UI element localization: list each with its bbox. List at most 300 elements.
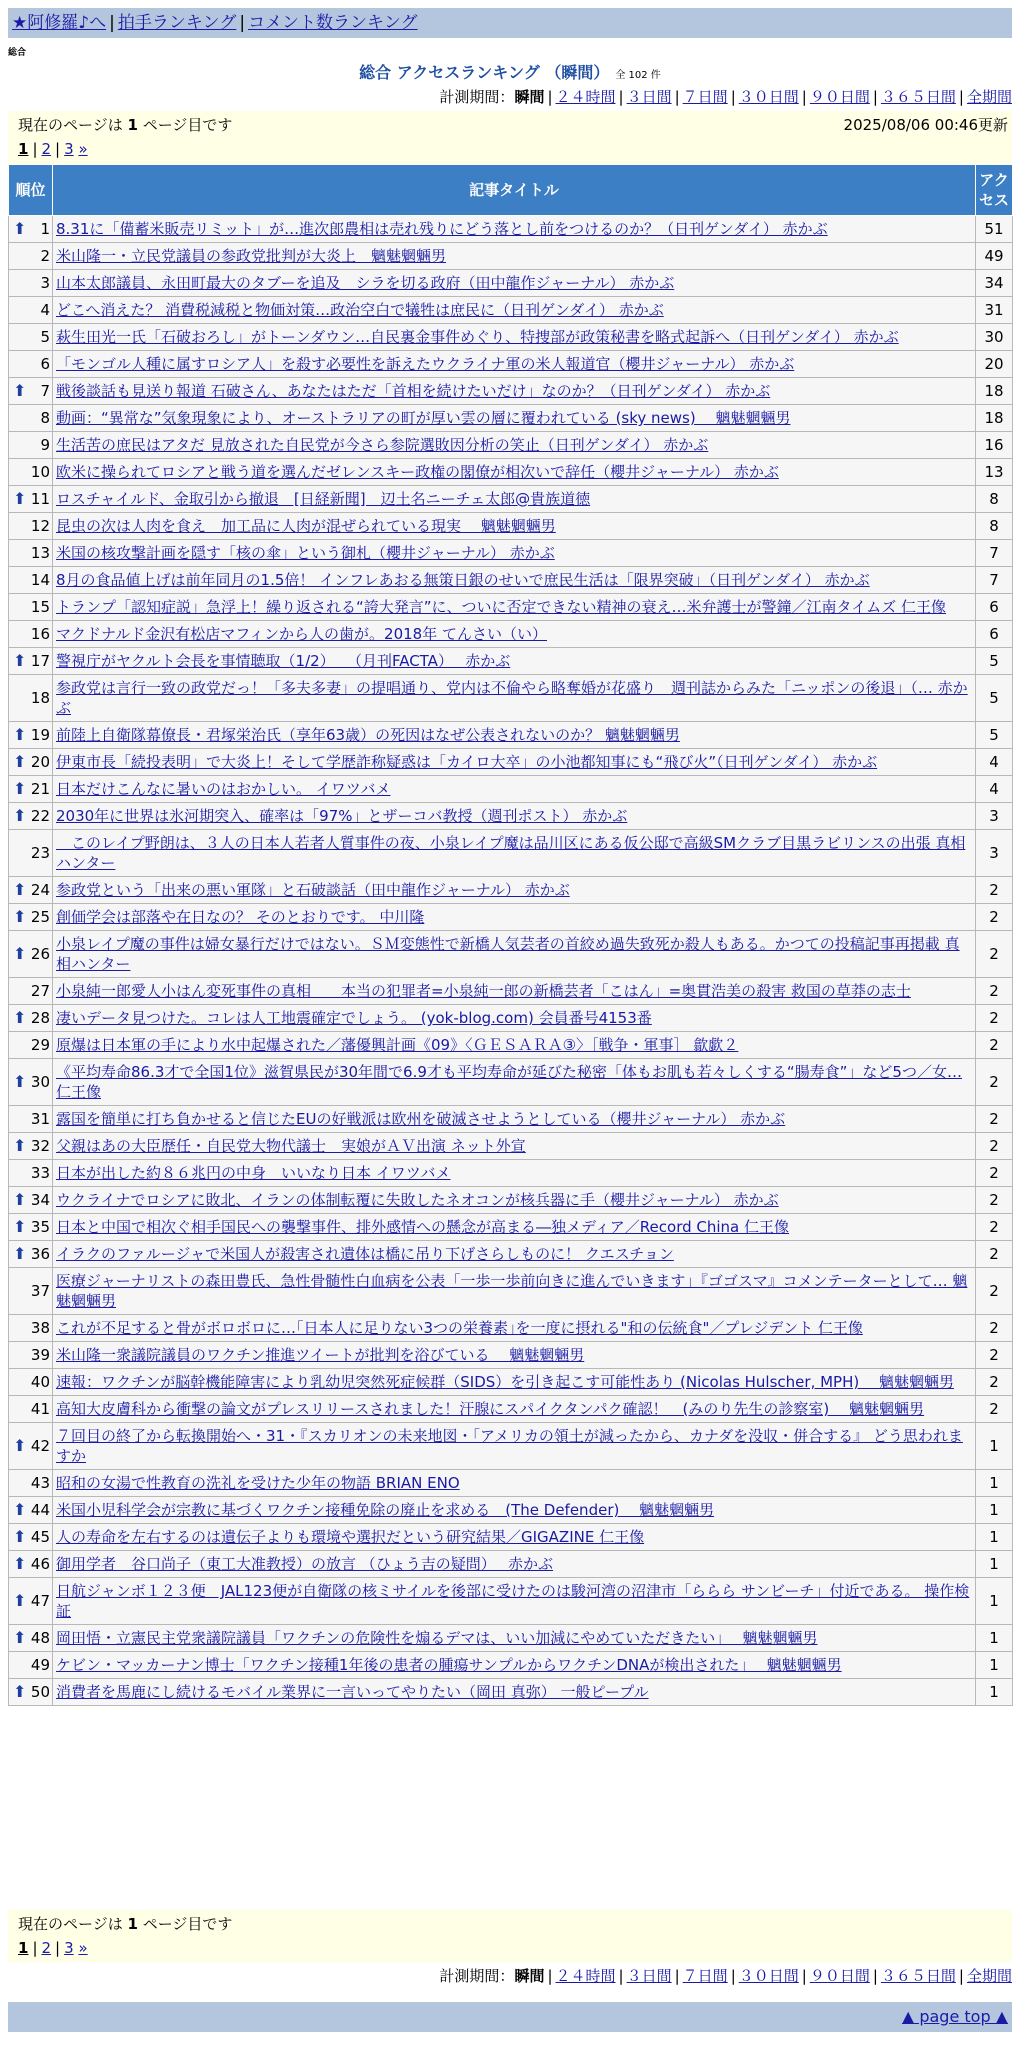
rank-number: 11 [30, 490, 50, 508]
article-link[interactable]: 日本が出した約８６兆円の中身 いいなり日本 イワツバメ [56, 1164, 451, 1182]
title-cell [53, 931, 976, 978]
article-link[interactable]: 医療ジャーナリストの森田豊氏、急性骨髄性白血病を公表「一歩一歩前向きに進んでいきます」『ゴゴスマ』コメンテーターとして… 魑魅魍魎男 [56, 1272, 968, 1310]
table-row [9, 432, 1013, 459]
period-link[interactable]: ２４時間 [555, 88, 616, 106]
access-count: 3 [976, 830, 1013, 877]
title-cell [53, 1059, 976, 1106]
table-row [9, 877, 1013, 904]
title-cell [53, 1133, 976, 1160]
title-cell [53, 1679, 976, 1706]
article-link[interactable]: 日航ジャンボ１２３便 JAL123便が自衛隊の核ミサイルを後部に受けたのは駿河湾の沼津市「ららら サンビーチ」付近である。 操作検証 [56, 1582, 970, 1620]
access-count: 2 [976, 1342, 1013, 1369]
article-link[interactable]: 萩生田光一氏「石破おろし」がトーンダウン…自民裏金事件めぐり、特捜部が政策秘書を略式起訴へ（日刊ゲンダイ） 赤かぶ [56, 328, 899, 346]
article-link[interactable]: 小泉レイプ魔の事件は婦女暴行だけではない。ＳＭ変態性で新橋人気芸者の首絞め過失致死か殺人もある。かつての投稿記事再掲載 真相ハンター [56, 935, 960, 973]
table-row [9, 648, 1013, 675]
rank-cell [9, 486, 53, 513]
rank-number: 32 [30, 1137, 50, 1155]
table-row [9, 1396, 1013, 1423]
rank-up-arrow-icon: ⬆ [13, 1190, 27, 1209]
rank-number: 40 [30, 1373, 50, 1391]
table-row [9, 594, 1013, 621]
rank-cell [9, 1497, 53, 1524]
table-row [9, 270, 1013, 297]
rank-number: 13 [30, 544, 50, 562]
article-link[interactable]: 御用学者 谷口尚子（東工大准教授）の放言 （ひょう吉の疑問） 赤かぶ [56, 1555, 554, 1573]
table-row [9, 675, 1013, 722]
table-header-row [9, 165, 1013, 216]
rank-column-header: 順位 [9, 165, 53, 216]
title-cell [53, 243, 976, 270]
rank-cell [9, 675, 53, 722]
rank-up-arrow-icon: ⬆ [13, 1628, 27, 1647]
rank-number: 31 [30, 1110, 50, 1128]
table-row [9, 722, 1013, 749]
pagination-separator: | [32, 1939, 38, 1957]
rank-cell [9, 722, 53, 749]
current-page-number: 1 [127, 116, 138, 134]
table-row [9, 567, 1013, 594]
article-link[interactable]: 創価学会は部落や在日なの？ そのとおりです。 中川隆 [56, 908, 425, 926]
article-link[interactable]: 動画：“異常な”気象現象により、オーストラリアの町が厚い雲の層に覆われている (sky news) 魑魅魍魎男 [56, 409, 791, 427]
rank-cell [9, 621, 53, 648]
title-cell [53, 1005, 976, 1032]
rank-number: 48 [30, 1629, 50, 1647]
article-link[interactable]: ウクライナでロシアに敗北、イランの体制転覆に失敗したネオコンが核兵器に手（櫻井ジャーナル） 赤かぶ [56, 1191, 779, 1209]
access-count: 2 [976, 1396, 1013, 1423]
access-count: 5 [976, 675, 1013, 722]
rank-cell [9, 1160, 53, 1187]
article-link[interactable]: トランプ「認知症説」急浮上！繰り返される“誇大発言”に、ついに否定できない精神の衰え…米弁護士が警鐘／江南タイムズ 仁王像 [56, 598, 947, 616]
access-count: 16 [976, 432, 1013, 459]
access-count: 4 [976, 776, 1013, 803]
access-count: 1 [976, 1470, 1013, 1497]
rank-cell [9, 931, 53, 978]
title-cell [53, 486, 976, 513]
rank-number: 17 [30, 652, 50, 670]
title-cell [53, 1187, 976, 1214]
access-count: 6 [976, 621, 1013, 648]
access-count: 2 [976, 931, 1013, 978]
table-row [9, 1268, 1013, 1315]
page-info-top [8, 111, 1012, 164]
table-row [9, 1032, 1013, 1059]
access-count: 5 [976, 722, 1013, 749]
period-separator: | [730, 88, 736, 106]
table-row [9, 216, 1013, 243]
rank-number: 43 [30, 1474, 50, 1492]
article-link[interactable]: どこへ消えた？ 消費税減税と物価対策…政治空白で犠牲は庶民に（日刊ゲンダイ） 赤かぶ [56, 301, 664, 319]
table-row [9, 1497, 1013, 1524]
period-link[interactable]: ７日間 [682, 1967, 728, 1985]
article-link[interactable]: 伊東市長「続投表明」で大炎上！そして学歴詐称疑惑は「カイロ大卒」の小池都知事にも“飛び火”（日刊ゲンダイ） 赤かぶ [56, 753, 878, 771]
access-count: 3 [976, 803, 1013, 830]
nav-separator: | [239, 13, 246, 33]
rank-up-arrow-icon: ⬆ [13, 1554, 27, 1573]
period-separator: | [674, 1967, 680, 1985]
title-cell [53, 1369, 976, 1396]
rank-number: 15 [30, 598, 50, 616]
title-cell [53, 351, 976, 378]
table-row [9, 1342, 1013, 1369]
title-cell [53, 1625, 976, 1652]
rank-cell [9, 1396, 53, 1423]
table-row [9, 1187, 1013, 1214]
rank-cell [9, 1315, 53, 1342]
article-link[interactable]: 日本と中国で相次ぐ相手国民への襲撃事件、排外感情への懸念が高まる―独メディア／Record China 仁王像 [56, 1218, 790, 1236]
access-count: 7 [976, 540, 1013, 567]
period-link[interactable]: ３６５日間 [880, 1967, 956, 1985]
rank-number: 1 [40, 220, 50, 238]
article-link[interactable]: 2030年に世界は氷河期突入、確率は「97%」とザーコバ教授（週刊ポスト） 赤かぶ [56, 807, 628, 825]
rank-number: 20 [30, 753, 50, 771]
access-count: 2 [976, 1187, 1013, 1214]
article-link[interactable]: 前陸上自衛隊幕僚長・君塚栄治氏（享年63歳）の死因はなぜ公表されないのか？ 魑魅魍魎男 [56, 726, 680, 744]
rank-number: 42 [30, 1437, 50, 1455]
period-link[interactable]: ３０日間 [738, 88, 799, 106]
rank-cell [9, 1187, 53, 1214]
pagination-current: 1 [18, 1939, 29, 1957]
table-row [9, 513, 1013, 540]
category-label: 総合 [8, 48, 27, 58]
table-row [9, 1106, 1013, 1133]
rank-cell [9, 270, 53, 297]
rank-number: 36 [30, 1245, 50, 1263]
access-count: 49 [976, 243, 1013, 270]
title-cell [53, 432, 976, 459]
ranking-heading [0, 60, 1020, 89]
rank-up-arrow-icon: ⬆ [13, 1527, 27, 1546]
rank-number: 14 [30, 571, 50, 589]
title-cell [53, 776, 976, 803]
article-link[interactable]: 山本太郎議員、永田町最大のタブーを追及 シラを切る政府（田中龍作ジャーナル） 赤かぶ [56, 274, 675, 292]
table-row [9, 324, 1013, 351]
period-separator: | [618, 88, 624, 106]
access-count: 18 [976, 378, 1013, 405]
article-link[interactable]: 欧米に操られてロシアと戦う道を選んだゼレンスキー政権の閣僚が相次いで辞任（櫻井ジャーナル） 赤かぶ [56, 463, 779, 481]
period-link[interactable]: ２４時間 [555, 1967, 616, 1985]
access-count: 1 [976, 1578, 1013, 1625]
title-cell [53, 648, 976, 675]
period-separator: | [958, 1967, 964, 1985]
article-link[interactable]: イラクのファルージャで米国人が殺害され遺体は橋に吊り下げさらしものに！ クエスチョン [56, 1245, 674, 1263]
title-cell [53, 1423, 976, 1470]
article-link[interactable]: 凄いデータ見つけた。コレは人工地震確定でしょう。 (yok-blog.com) 会員番号4153番 [56, 1009, 652, 1027]
article-link[interactable]: 8.31に「備蓄米販売リミット」が…進次郎農相は売れ残りにどう落とし前をつけるのか？（日刊ゲンダイ） 赤かぶ [56, 220, 828, 238]
rank-cell [9, 378, 53, 405]
home-link[interactable]: ★阿修羅♪へ [12, 13, 107, 33]
pagination-link[interactable]: 3 [64, 1939, 74, 1957]
table-row [9, 776, 1013, 803]
article-link[interactable]: ７回目の終了から転換開始へ・31・『スカリオンの未来地図・「アメリカの領土が減ったから、カナダを没収・併合する』 どう思われますか [56, 1427, 963, 1465]
rank-number: 41 [30, 1400, 50, 1418]
table-row [9, 1625, 1013, 1652]
title-cell [53, 270, 976, 297]
rank-number: 44 [30, 1501, 50, 1519]
pagination-next[interactable]: » [78, 1939, 88, 1957]
rank-cell [9, 1679, 53, 1706]
pagination-next[interactable]: » [78, 140, 88, 158]
rank-cell [9, 1133, 53, 1160]
title-cell [53, 324, 976, 351]
page-info-bottom [8, 1910, 1012, 1962]
article-link[interactable]: 人の寿命を左右するのは遺伝子よりも環境や選択だという研究結果／GIGAZINE 仁王像 [56, 1528, 645, 1546]
period-selector-bottom [439, 1966, 1012, 1986]
table-row [9, 1133, 1013, 1160]
title-cell [53, 904, 976, 931]
rank-number: 4 [40, 301, 50, 319]
article-link[interactable]: 8月の食品値上げは前年同月の1.5倍！ インフレあおる無策日銀のせいで庶民生活は「限界突破」（日刊ゲンダイ） 赤かぶ [56, 571, 870, 589]
access-count: 1 [976, 1423, 1013, 1470]
table-row [9, 931, 1013, 978]
total-count: 全 102 件 [615, 70, 661, 81]
article-link[interactable]: 《平均寿命86.3才で全国1位》滋賀県民が30年間で6.9才も平均寿命が延びた秘密「体もお肌も若々しくする“腸寿食”」など5つ／女… 仁王像 [56, 1063, 962, 1101]
rank-number: 16 [30, 625, 50, 643]
rank-number: 34 [30, 1191, 50, 1209]
title-cell [53, 978, 976, 1005]
rank-number: 27 [30, 982, 50, 1000]
rank-cell [9, 648, 53, 675]
rank-number: 39 [30, 1346, 50, 1364]
title-cell [53, 830, 976, 877]
rank-cell [9, 216, 53, 243]
rank-number: 21 [30, 780, 50, 798]
title-cell [53, 675, 976, 722]
rank-cell [9, 776, 53, 803]
table-row [9, 1423, 1013, 1470]
title-cell [53, 803, 976, 830]
title-cell [53, 594, 976, 621]
article-link[interactable]: 生活苦の庶民はアタだ 見放された自民党が今さら参院選敗因分析の笑止（日刊ゲンダイ） 赤かぶ [56, 436, 709, 454]
article-link[interactable]: 小泉純一郎愛人小はん変死事件の真相 本当の犯罪者=小泉純一郎の新橋芸者「こはん」=奥貫浩美の殺害 救国の草莽の志士 [56, 982, 911, 1000]
title-cell [53, 1106, 976, 1133]
pagination-current: 1 [18, 140, 29, 158]
page-text-post: ページ目です [142, 116, 233, 134]
period-link[interactable]: ９０日間 [809, 88, 870, 106]
access-count: 2 [976, 1160, 1013, 1187]
article-link[interactable]: 米山隆一・立民党議員の参政党批判が大炎上 魑魅魍魎男 [56, 247, 447, 265]
rank-cell [9, 1578, 53, 1625]
rank-number: 35 [30, 1218, 50, 1236]
pagination-link[interactable]: 3 [64, 140, 74, 158]
table-row [9, 904, 1013, 931]
table-row [9, 1241, 1013, 1268]
title-cell [53, 1497, 976, 1524]
rank-cell [9, 432, 53, 459]
rank-up-arrow-icon: ⬆ [13, 1136, 27, 1155]
article-link[interactable]: 高知大皮膚科から衝撃の論文がプレスリリースされました！汗腺にスパイクタンパク確認！ (みのり先生の診察室) 魑魅魍魎男 [56, 1400, 925, 1418]
table-row [9, 459, 1013, 486]
rank-cell [9, 749, 53, 776]
article-link[interactable]: 父親はあの大臣歴任・自民党大物代議士 実娘がＡＶ出演 ネット外宣 [56, 1137, 526, 1155]
period-link[interactable]: ３日間 [626, 1967, 672, 1985]
period-link[interactable]: ３０日間 [738, 1967, 799, 1985]
rank-number: 9 [40, 436, 50, 454]
rank-number: 38 [30, 1319, 50, 1337]
period-separator: | [801, 1967, 807, 1985]
rank-number: 30 [30, 1073, 50, 1091]
rank-cell [9, 1241, 53, 1268]
title-cell [53, 1396, 976, 1423]
rank-number: 7 [40, 382, 50, 400]
table-row [9, 405, 1013, 432]
article-link[interactable]: 原爆は日本軍の手により水中起爆された／藩優興計画《09》〈ＧＥＳＡＲＡ③〉［戦争・軍事］ 歙歔２ [56, 1036, 739, 1054]
rank-number: 5 [40, 328, 50, 346]
title-cell [53, 1160, 976, 1187]
article-link[interactable]: 戦後談話も見送り報道 石破さん、あなたはただ「首相を続けたいだけ」なのか？（日刊ゲンダイ） 赤かぶ [56, 382, 771, 400]
article-link[interactable]: 米国小児科学会が宗教に基づくワクチン接種免除の廃止を求める (The Defender) 魑魅魍魎男 [56, 1501, 715, 1519]
access-count: 2 [976, 1032, 1013, 1059]
table-row [9, 1005, 1013, 1032]
rank-cell [9, 297, 53, 324]
article-link[interactable]: 警視庁がヤクルト会長を事情聴取（1/2） （月刊FACTA） 赤かぶ [56, 652, 511, 670]
title-cell [53, 540, 976, 567]
comment-ranking-link[interactable]: コメント数ランキング [248, 13, 418, 33]
article-link[interactable]: このレイプ野朗は、３人の日本人若者人質事件の夜、小泉レイプ魔は品川区にある仮公邸で高級SMクラブ目黒ラビリンスの出張 真相ハンター [56, 834, 966, 872]
article-link[interactable]: これが不足すると骨がボロボロに…｢日本人に足りない3つの栄養素｣を一度に摂れる"和の伝統食"／プレジデント 仁王像 [56, 1319, 863, 1337]
rank-number: 25 [30, 908, 50, 926]
article-link[interactable]: 参政党という「出来の悪い軍隊」と石破談話（田中龍作ジャーナル） 赤かぶ [56, 881, 570, 899]
table-row [9, 1369, 1013, 1396]
rank-number: 23 [30, 844, 50, 862]
rank-up-arrow-icon: ⬆ [13, 1500, 27, 1519]
rank-up-arrow-icon: ⬆ [13, 1008, 27, 1027]
period-separator: | [674, 88, 680, 106]
pagination-link[interactable]: 2 [41, 1939, 52, 1957]
article-link[interactable]: マクドナルド金沢有松店マフィンから人の歯が。2018年 てんさい（い） [56, 625, 547, 643]
rank-cell [9, 324, 53, 351]
pagination [18, 1936, 1002, 1960]
article-link[interactable]: 岡田悟・立憲民主党衆議院議員「ワクチンの危険性を煽るデマは、いい加減にやめていただきたい」 魑魅魍魎男 [56, 1629, 818, 1647]
period-link[interactable]: ７日間 [682, 88, 728, 106]
rank-number: 8 [40, 409, 50, 427]
rank-number: 10 [30, 463, 50, 481]
period-link[interactable]: ３６５日間 [880, 88, 956, 106]
period-link[interactable]: ３日間 [626, 88, 672, 106]
article-link[interactable]: ケビン・マッカーナン博士「ワクチン接種1年後の患者の腫瘍サンプルからワクチンDNAが検出された」 魑魅魍魎男 [56, 1656, 842, 1674]
rank-number: 28 [30, 1009, 50, 1027]
rank-number: 12 [30, 517, 50, 535]
title-cell [53, 216, 976, 243]
access-count: 2 [976, 1369, 1013, 1396]
period-separator: | [801, 88, 807, 106]
rank-cell [9, 904, 53, 931]
clap-ranking-link[interactable]: 拍手ランキング [117, 13, 237, 33]
page-text-post: ページ目です [142, 1915, 233, 1933]
title-cell [53, 1315, 976, 1342]
article-link[interactable]: 米山隆一衆議院議員のワクチン推進ツイートが批判を浴びている 魑魅魍魎男 [56, 1346, 585, 1364]
top-nav-bar [8, 8, 1012, 38]
table-row [9, 297, 1013, 324]
title-cell [53, 1578, 976, 1625]
access-count: 20 [976, 351, 1013, 378]
access-count: 18 [976, 405, 1013, 432]
article-link[interactable]: 日本だけこんなに暑いのはおかしい。 イワツバメ [56, 780, 391, 798]
rank-cell [9, 351, 53, 378]
title-column-header: 記事タイトル [53, 165, 976, 216]
period-link[interactable]: ９０日間 [809, 1967, 870, 1985]
table-row [9, 1214, 1013, 1241]
table-row [9, 243, 1013, 270]
period-link[interactable]: 全期間 [966, 1967, 1012, 1985]
access-count: 1 [976, 1551, 1013, 1578]
rank-cell [9, 459, 53, 486]
title-cell [53, 405, 976, 432]
rank-number: 19 [30, 726, 50, 744]
rank-up-arrow-icon: ⬆ [13, 1244, 27, 1263]
article-link[interactable]: 露国を簡単に打ち負かせると信じたEUの好戦派は欧州を破滅させようとしている（櫻井ジャーナル） 赤かぶ [56, 1110, 786, 1128]
rank-number: 2 [40, 247, 50, 265]
rank-number: 29 [30, 1036, 50, 1054]
article-link[interactable]: 米国の核攻撃計画を隠す「核の傘」という御札（櫻井ジャーナル） 赤かぶ [56, 544, 555, 562]
access-count: 2 [976, 1106, 1013, 1133]
access-count: 2 [976, 904, 1013, 931]
period-separator: | [958, 88, 964, 106]
table-row [9, 540, 1013, 567]
rank-cell [9, 1524, 53, 1551]
pagination-separator: | [32, 140, 38, 158]
rank-up-arrow-icon: ⬆ [13, 219, 27, 238]
title-cell [53, 1652, 976, 1679]
rank-up-arrow-icon: ⬆ [13, 907, 27, 926]
rank-up-arrow-icon: ⬆ [13, 1072, 27, 1091]
title-cell [53, 722, 976, 749]
table-row [9, 621, 1013, 648]
article-link[interactable]: 速報：ワクチンが脳幹機能障害により乳幼児突然死症候群（SIDS）を引き起こす可能性あり (Nicolas Hulscher, MPH) 魑魅魍魎男 [56, 1373, 954, 1391]
access-column-header: アクセス [976, 165, 1013, 216]
article-link[interactable]: 昆虫の次は人肉を食え 加工品に人肉が混ぜられている現実 魑魅魍魎男 [56, 517, 556, 535]
rank-number: 37 [30, 1282, 50, 1300]
article-link[interactable]: 「モンゴル人種に属すロシア人」を殺す必要性を訴えたウクライナ軍の米人報道官（櫻井ジャーナル） 赤かぶ [56, 355, 795, 373]
access-count: 2 [976, 877, 1013, 904]
title-cell [53, 1032, 976, 1059]
title-cell [53, 1241, 976, 1268]
rank-number: 33 [30, 1164, 50, 1182]
access-count: 31 [976, 297, 1013, 324]
article-link[interactable]: 参政党は言行一致の政党だっ！「多夫多妻」の提唱通り、党内は不倫やら略奪婚が花盛り 週刊誌からみた「ニッポンの後退」（… 赤かぶ [56, 679, 968, 717]
access-count: 13 [976, 459, 1013, 486]
access-count: 8 [976, 486, 1013, 513]
rank-number: 24 [30, 881, 50, 899]
period-selector-top [439, 87, 1012, 107]
table-row [9, 830, 1013, 877]
rank-cell [9, 513, 53, 540]
pagination-separator: | [55, 1939, 61, 1957]
rank-up-arrow-icon: ⬆ [13, 944, 27, 963]
article-link[interactable]: 昭和の女湯で性教育の洗礼を受けた少年の物語 BRIAN ENO [56, 1474, 460, 1492]
article-link[interactable]: 消費者を馬鹿にし続けるモバイル業界に一言いってやりたい（岡田 真弥） 一般ピープル [56, 1683, 649, 1701]
access-count: 2 [976, 1214, 1013, 1241]
title-cell [53, 297, 976, 324]
table-row [9, 803, 1013, 830]
access-count: 4 [976, 749, 1013, 776]
ranking-table [8, 164, 1013, 1706]
page-top-link[interactable]: ▲ page top ▲ [901, 2007, 1008, 2026]
rank-up-arrow-icon: ⬆ [13, 1436, 27, 1455]
table-row [9, 1679, 1013, 1706]
table-row [9, 1059, 1013, 1106]
title-cell [53, 1524, 976, 1551]
rank-cell [9, 1005, 53, 1032]
rank-cell [9, 243, 53, 270]
period-separator: | [547, 1967, 553, 1985]
rank-cell [9, 1032, 53, 1059]
period-link[interactable]: 全期間 [966, 88, 1012, 106]
rank-up-arrow-icon: ⬆ [13, 651, 27, 670]
article-link[interactable]: ロスチャイルド、金取引から撤退 [日経新聞] 辺土名ニーチェ太郎@貴族道徳 [56, 490, 591, 508]
page-title: 総合 アクセスランキング （瞬間） [359, 63, 610, 82]
access-count: 2 [976, 1133, 1013, 1160]
pagination-link[interactable]: 2 [41, 140, 52, 158]
